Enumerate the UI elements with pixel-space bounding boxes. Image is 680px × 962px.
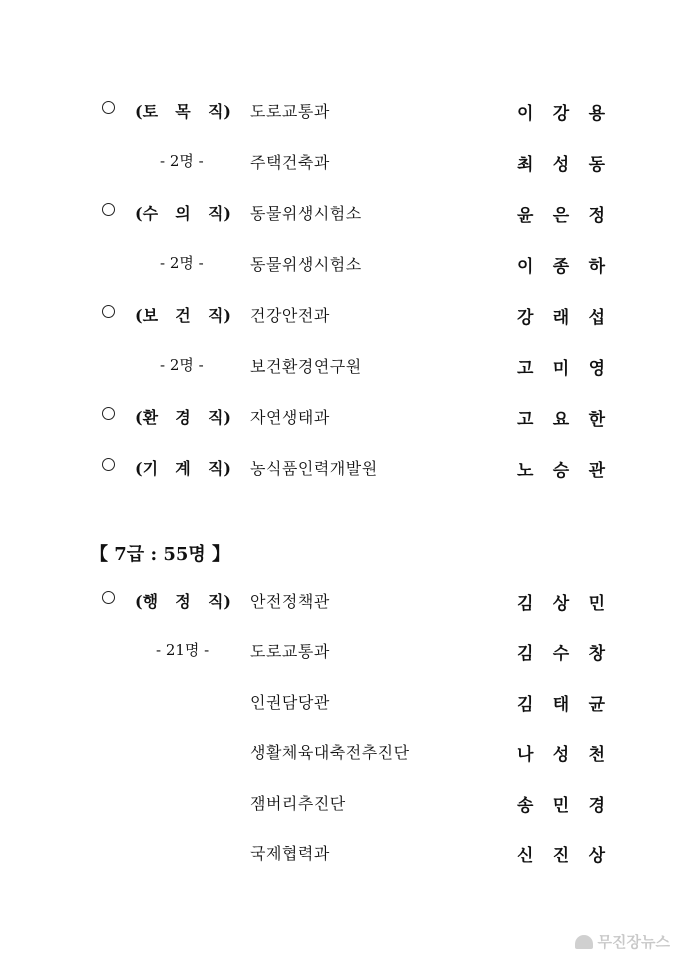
person-name-char: 김 <box>517 694 534 715</box>
job-category-part: (토 <box>135 102 159 121</box>
list-row <box>0 303 680 329</box>
watermark-text: 무진장뉴스 <box>597 933 670 951</box>
headcount: - 2명 - <box>160 254 204 272</box>
list-row <box>0 354 680 380</box>
list-row <box>0 841 680 867</box>
person-name-char: 태 <box>552 694 570 715</box>
job-category-part: 직) <box>207 408 231 427</box>
person-name-char: 요 <box>552 410 570 430</box>
person-name-char: 고 <box>517 359 534 379</box>
circle-bullet-icon <box>102 305 115 318</box>
department: 인권담당관 <box>250 692 330 712</box>
list-row <box>0 639 680 665</box>
department: 건강안전과 <box>250 306 330 325</box>
job-category-part: (보 <box>135 306 159 325</box>
job-category-part: (행 <box>135 592 159 611</box>
person-name <box>517 99 605 124</box>
department: 잼버리추진단 <box>250 793 346 813</box>
job-category-part: 계 <box>175 459 191 478</box>
person-name-char: 윤 <box>517 206 534 226</box>
circle-bullet-icon <box>102 203 115 216</box>
person-name <box>517 639 605 664</box>
person-name-char: 천 <box>588 745 605 766</box>
job-category-part: (기 <box>135 459 159 478</box>
person-name <box>517 252 605 277</box>
person-name-char: 민 <box>552 795 570 816</box>
job-category-part: 경 <box>175 408 191 427</box>
section-heading-7th-grade: 【 7급 : 55명 】 <box>90 544 231 565</box>
person-name-char: 이 <box>517 104 534 124</box>
job-category <box>135 201 231 224</box>
person-name <box>517 791 605 816</box>
person-name-char: 승 <box>552 461 570 481</box>
department: 국제협력과 <box>250 844 330 863</box>
job-category <box>135 303 231 326</box>
person-name-char: 은 <box>552 206 570 226</box>
circle-bullet-icon <box>102 101 115 114</box>
person-name-char: 종 <box>552 257 570 277</box>
job-category-part: 목 <box>175 102 191 121</box>
person-name-char: 섭 <box>588 308 605 328</box>
person-name-char: 송 <box>517 795 534 816</box>
person-name-char: 김 <box>517 644 534 665</box>
person-name-char: 용 <box>588 104 605 124</box>
job-category <box>135 405 231 428</box>
person-name-char: 성 <box>552 745 570 766</box>
person-name-char: 진 <box>552 846 570 866</box>
list-row <box>0 791 680 817</box>
person-name-char: 이 <box>517 257 534 277</box>
list-row <box>0 690 680 716</box>
person-name-char: 민 <box>588 594 605 614</box>
job-category-part: 직) <box>207 102 231 121</box>
person-name-char: 김 <box>517 594 534 614</box>
person-name-char: 수 <box>552 644 570 665</box>
person-name-char: 성 <box>552 155 570 175</box>
person-name-char: 상 <box>552 594 570 614</box>
person-name-char: 균 <box>588 694 605 715</box>
list-row <box>0 589 680 615</box>
person-name <box>517 405 605 430</box>
person-name <box>517 690 605 715</box>
person-name-char: 영 <box>588 359 605 379</box>
department: 자연생태과 <box>250 408 330 427</box>
headcount: - 21명 - <box>156 641 210 660</box>
department: 생활체육대축전추진단 <box>250 743 410 763</box>
person-name-char: 정 <box>588 206 605 226</box>
person-name <box>517 589 605 614</box>
person-name-char: 창 <box>588 644 605 665</box>
headcount: - 2명 - <box>160 152 204 170</box>
list-row <box>0 405 680 431</box>
list-row <box>0 740 680 766</box>
person-name-char: 상 <box>588 846 605 866</box>
list-row <box>0 456 680 482</box>
person-name-char: 하 <box>588 257 605 277</box>
person-name-char: 경 <box>588 795 605 816</box>
department: 안전정책관 <box>250 592 330 611</box>
department: 도로교통과 <box>250 102 330 121</box>
department: 농식품인력개발원 <box>250 459 378 478</box>
person-name-char: 동 <box>588 155 605 175</box>
person-name <box>517 740 605 765</box>
circle-bullet-icon <box>102 407 115 420</box>
person-name-char: 신 <box>517 846 534 866</box>
person-name <box>517 456 605 481</box>
person-name <box>517 201 605 226</box>
job-category-part: 직) <box>207 204 231 223</box>
job-category-part: 직) <box>207 459 231 478</box>
job-category <box>135 589 231 612</box>
person-name <box>517 841 605 866</box>
job-category-part: (수 <box>135 204 159 223</box>
job-category-part: 직) <box>207 592 231 611</box>
headcount: - 2명 - <box>160 356 204 374</box>
person-name-char: 나 <box>517 745 534 766</box>
person-name <box>517 354 605 379</box>
job-category-part: (환 <box>135 408 159 427</box>
person-name <box>517 150 605 175</box>
department: 도로교통과 <box>250 642 330 662</box>
department: 주택건축과 <box>250 153 330 172</box>
person-name-char: 강 <box>517 308 534 328</box>
person-name-char: 고 <box>517 410 534 430</box>
person-name-char: 최 <box>517 155 534 175</box>
job-category <box>135 99 231 122</box>
department: 동물위생시험소 <box>250 204 362 223</box>
job-category-part: 건 <box>175 306 191 325</box>
job-category-part: 직) <box>207 306 231 325</box>
person-name <box>517 303 605 328</box>
person-name-char: 노 <box>517 461 534 481</box>
department: 동물위생시험소 <box>250 255 362 274</box>
department: 보건환경연구원 <box>250 357 362 376</box>
watermark <box>575 931 670 952</box>
circle-bullet-icon <box>102 591 115 604</box>
person-name-char: 한 <box>588 410 605 430</box>
person-name-char: 미 <box>552 359 570 379</box>
person-name-char: 강 <box>552 104 570 124</box>
circle-bullet-icon <box>102 458 115 471</box>
list-row <box>0 99 680 125</box>
list-row <box>0 150 680 176</box>
list-row <box>0 252 680 278</box>
job-category-part: 정 <box>175 592 191 611</box>
job-category <box>135 456 231 479</box>
list-row <box>0 201 680 227</box>
logo-icon <box>575 935 593 949</box>
person-name-char: 관 <box>588 461 605 481</box>
job-category-part: 의 <box>175 204 191 223</box>
person-name-char: 래 <box>552 308 570 328</box>
